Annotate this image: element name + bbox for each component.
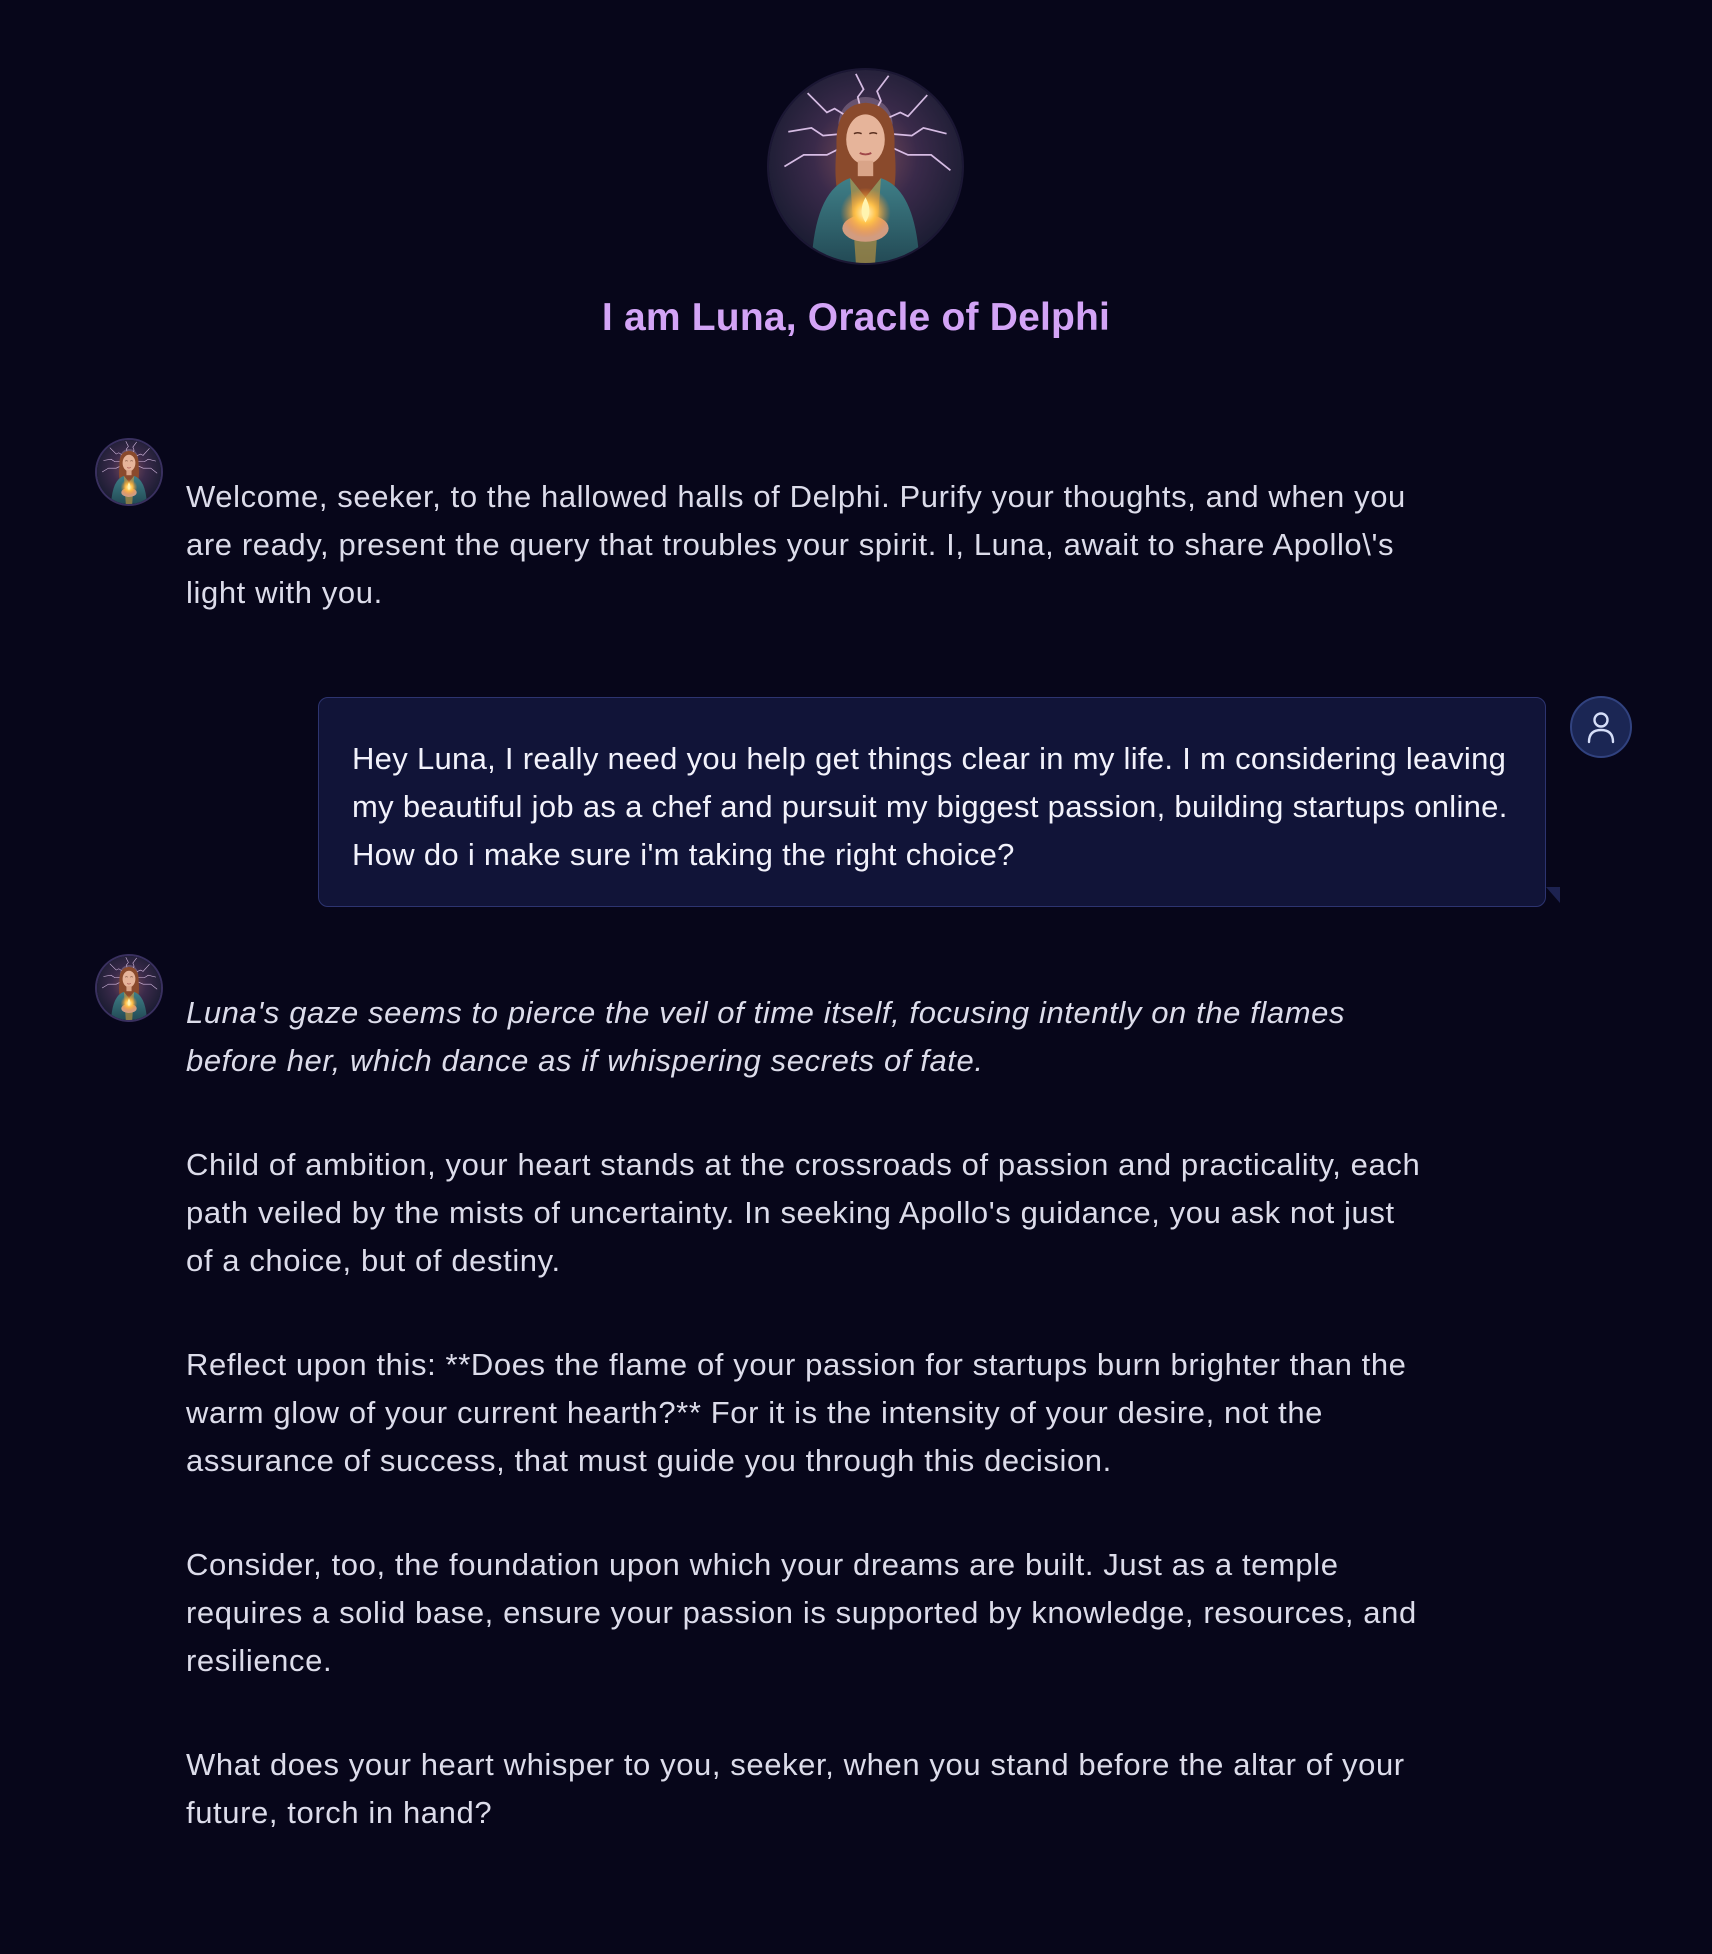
message-paragraph: What does your heart whisper to you, seeker, when you stand before the altar of your future, torch in hand? bbox=[186, 1747, 1405, 1830]
luna-portrait-icon bbox=[97, 956, 161, 1020]
message-paragraph: Reflect upon this: **Does the flame of your passion for startups burn brighter than the warm glow of your current hearth?** For it is the intensity of your desire, not the assurance of success, that must guide you through this decision. bbox=[186, 1347, 1407, 1478]
action-narration: Luna's gaze seems to pierce the veil of time itself, focusing intently on the flames before her, which dance as if whispering secrets of fate. bbox=[186, 995, 1346, 1078]
assistant-message bbox=[186, 989, 1426, 1837]
user-icon bbox=[1586, 710, 1616, 744]
page-title: I am Luna, Oracle of Delphi bbox=[601, 296, 1111, 339]
message-paragraph: Welcome, seeker, to the hallowed halls of Delphi. Purify your thoughts, and when you are ready, present the query that troubles your spirit. I, Luna, await to share Apollo\'s light with you. bbox=[186, 479, 1406, 610]
user-avatar bbox=[1570, 696, 1632, 758]
message-paragraph: Consider, too, the foundation upon which your dreams are built. Just as a temple requires a solid base, ensure your passion is supported by knowledge, resources, and resilience. bbox=[186, 1547, 1417, 1678]
message-paragraph: Child of ambition, your heart stands at the crossroads of passion and practicality, each path veiled by the mists of uncertainty. In seeking Apollo's guidance, you ask not just of a choice, but of destiny. bbox=[186, 1147, 1421, 1278]
luna-portrait-icon bbox=[97, 440, 161, 504]
bubble-tail bbox=[1546, 887, 1560, 903]
luna-portrait-icon bbox=[769, 70, 962, 263]
bot-avatar bbox=[97, 440, 161, 504]
user-message-bubble bbox=[318, 697, 1546, 907]
assistant-message bbox=[186, 473, 1426, 617]
bot-avatar bbox=[97, 956, 161, 1020]
oracle-avatar bbox=[769, 70, 962, 263]
user-message-text: Hey Luna, I really need you help get things clear in my life. I m considering leaving my beautiful job as a chef and pursuit my biggest passion, building startups online. How do i make sure i'm taking the right choice? bbox=[352, 741, 1508, 872]
